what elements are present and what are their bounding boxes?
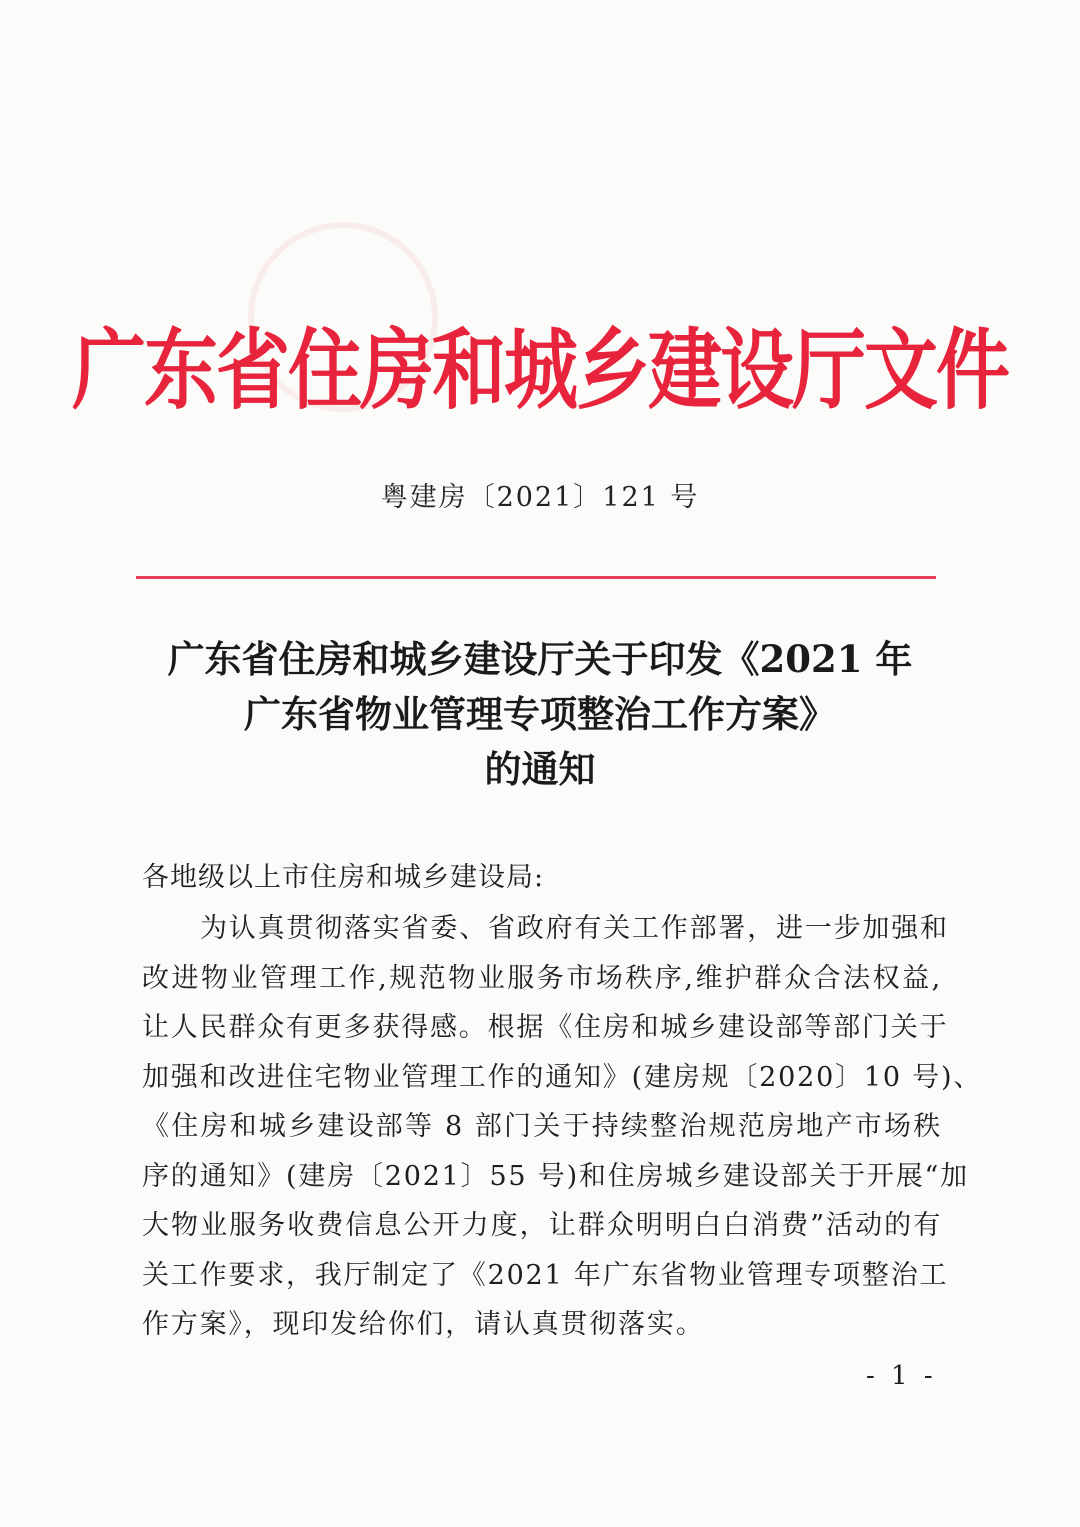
masthead-title: 广东省住房和城乡建设厅文件 [72,320,1008,422]
body-line: 大物业服务收费信息公开力度，让群众明明白白消费”活动的有 [142,1210,942,1241]
body-line: 《住房和城乡建设部等 8 部门关于持续整治规范房地产市场秩 [142,1111,942,1142]
notice-title-line: 广东省物业管理专项整治工作方案》 [244,692,836,736]
body-line: 序的通知》(建房〔2021〕55 号)和住房城乡建设部关于开展“加 [142,1160,969,1192]
body-line: 关工作要求，我厅制定了《2021 年广东省物业管理专项整治工 [142,1259,949,1291]
body-line: 加强和改进住宅物业管理工作的通知》(建房规〔2020〕10 号)、 [142,1061,983,1093]
notice-title-line: 的通知 [484,747,596,791]
addressee: 各地级以上市住房和城乡建设局: [142,862,545,893]
document-number: 粤建房〔2021〕121 号 [380,482,700,513]
body-line: 让人民群众有更多获得感。根据《住房和城乡建设部等部门关于 [142,1012,949,1043]
body-line: 作方案》，现印发给你们，请认真贯彻落实。 [142,1309,705,1340]
red-separator-line [136,576,936,579]
notice-title-line: 广东省住房和城乡建设厅关于印发《2021 年 [167,637,913,681]
page-number: - 1 - [866,1361,937,1391]
notice-title [0,632,1080,797]
body-line: 改进物业管理工作,规范物业服务市场秩序,维护群众合法权益, [142,962,942,994]
body-line: 为认真贯彻落实省委、省政府有关工作部署，进一步加强和 [200,913,949,944]
body-paragraph [142,904,983,1350]
